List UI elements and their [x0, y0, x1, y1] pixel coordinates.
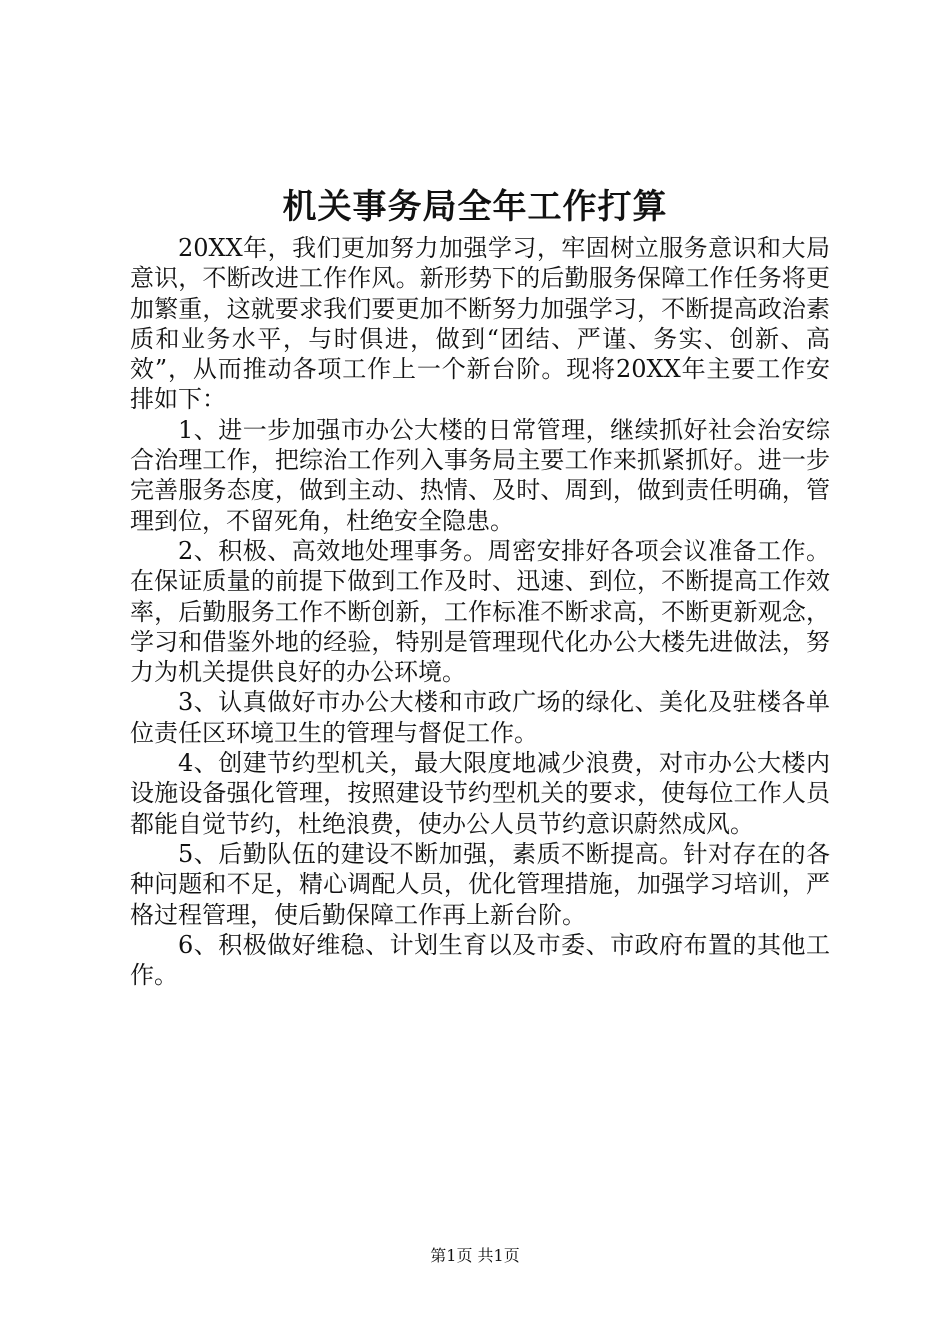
item-paragraph-1: 1、进一步加强市办公大楼的日常管理，继续抓好社会治安综合治理工作，把综治工作列入事务局主要工作来抓紧抓好。进一步完善服务态度，做到主动、热情、及时、周到，做到责任明确，管理到位，不留死角，杜绝安全隐患。 — [130, 415, 830, 535]
item-paragraph-3: 3、认真做好市办公大楼和市政广场的绿化、美化及驻楼各单位责任区环境卫生的管理与督促工作。 — [130, 688, 830, 747]
item-paragraph-6: 6、积极做好维稳、计划生育以及市委、市政府布置的其他工作。 — [130, 930, 830, 990]
item-paragraph-2: 2、积极、高效地处理事务。周密安排好各项会议准备工作。在保证质量的前提下做到工作及时、迅速、到位，不断提高工作效率，后勤服务工作不断创新，工作标准不断求高，不断更新观念，学习和借鉴外地的经验，特别是管理现代化办公大楼先进做法，努力为机关提供良好的办公环境。 — [130, 536, 830, 687]
document-title: 机关事务局全年工作打算 — [282, 187, 668, 227]
document-body — [130, 233, 830, 990]
item-paragraph-5: 5、后勤队伍的建设不断加强，素质不断提高。针对存在的各种问题和不足，精心调配人员，优化管理措施，加强学习培训，严格过程管理，使后勤保障工作再上新台阶。 — [130, 839, 830, 929]
item-paragraph-4: 4、创建节约型机关，最大限度地减少浪费，对市办公大楼内设施设备强化管理，按照建设节约型机关的要求，使每位工作人员都能自觉节约，杜绝浪费，使办公人员节约意识蔚然成风。 — [130, 749, 830, 838]
page-footer: 第1页 共1页 — [430, 1246, 520, 1265]
intro-paragraph: 20XX年，我们更加努力加强学习，牢固树立服务意识和大局意识，不断改进工作作风。新形势下的后勤服务保障工作任务将更加繁重，这就要求我们要更加不断努力加强学习，不断提高政治素质和业务水平，与时俱进，做到“团结、严谨、务实、创新、高效”，从而推动各项工作上一个新台阶。现将20XX年主要工作安排如下： — [130, 234, 830, 414]
